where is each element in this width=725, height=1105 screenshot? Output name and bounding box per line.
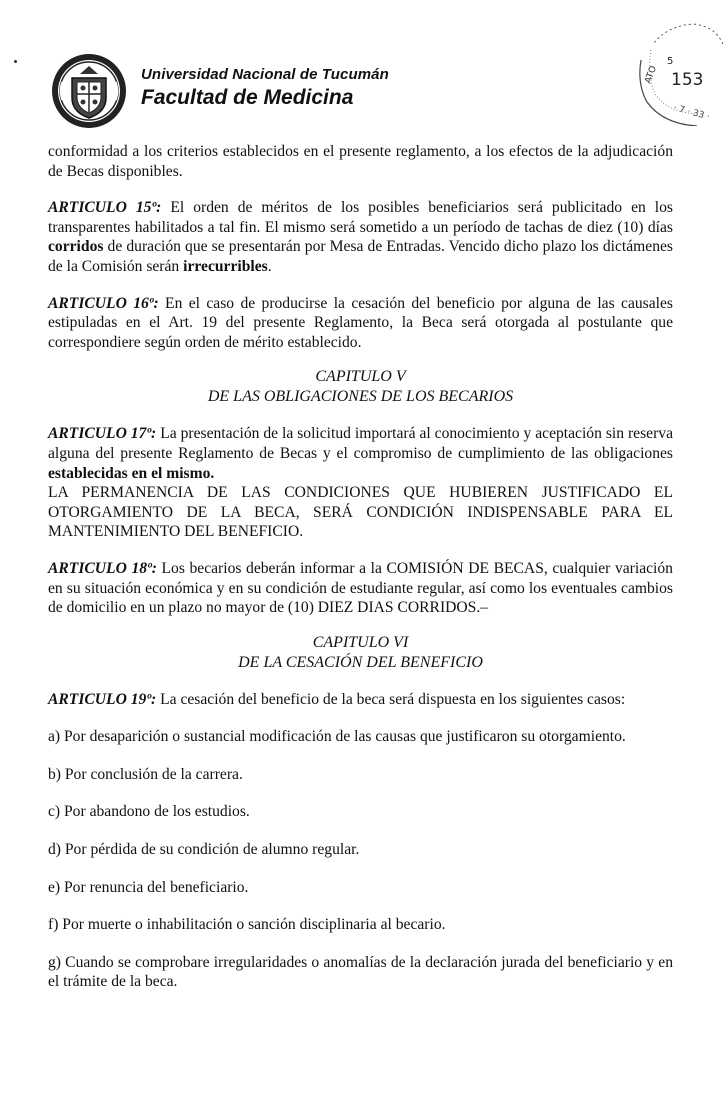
chapter-6-heading <box>48 633 673 673</box>
list-item: g) Cuando se comprobare irregularidades o anomalías de la declaración jurada del beneficiario y en el trámite de la beca. <box>48 953 673 991</box>
list-item: d) Por pérdida de su condición de alumno regular. <box>48 841 360 859</box>
list-item: b) Por conclusión de la carrera. <box>48 765 243 783</box>
article-17-label: ARTICULO 17º: <box>48 425 157 443</box>
list-item: f) Por muerte o inhabilitación o sanción disciplinaria al becario. <box>48 916 446 934</box>
article-19-label: ARTICULO 19º: <box>48 690 157 708</box>
article-16-text: En el caso de producirse la cesación del beneficio por alguna de las causales estipuladas en el Art. 19 del presente Reglamento, la Beca será otorgada al postulante que correspondiere según orden de mérito establecido. <box>48 294 673 351</box>
folio-number: 153 <box>671 70 704 90</box>
article-17 <box>48 424 673 483</box>
article-16-label: ARTICULO 16º: <box>48 294 159 312</box>
list-item: a) Por desaparición o sustancial modificación de las causas que justificaron su otorgamiento. <box>48 728 626 746</box>
stamp-small-number: 5 <box>667 56 674 67</box>
chapter-5-heading <box>48 367 673 407</box>
list-item: e) Por renuncia del beneficiario. <box>48 878 249 896</box>
folio-stamp-icon <box>627 14 725 126</box>
article-15-bold-2: irrecurribles <box>183 257 268 275</box>
scan-speck <box>14 60 17 63</box>
article-15-text-1: El orden de méritos de los posibles beneficiarios será publicitado en los transparentes habilitados a tal fin. El mismo será sometido a un período de tachas de diez (10) días <box>48 199 673 236</box>
intro-paragraph: conformidad a los criterios establecidos en el presente reglamento, a los efectos de la adjudicación de Becas disponibles. <box>48 143 673 180</box>
chapter-6-title: CAPITULO VI <box>312 633 409 651</box>
university-name: Universidad Nacional de Tucumán <box>141 66 389 83</box>
article-16 <box>48 294 673 353</box>
list-item: c) Por abandono de los estudios. <box>48 803 250 821</box>
article-17-text: La presentación de la solicitud importará al conocimiento y aceptación sin reserva alguna del presente Reglamento de Becas y el compromiso de cumplimiento de las obligaciones <box>48 425 673 462</box>
svg-text:· 7 · 33 ·: · 7 · 33 · <box>672 103 711 123</box>
chapter-5-subtitle: DE LAS OBLIGACIONES DE LOS BECARIOS <box>207 388 514 406</box>
article-17-uppercase-clause: LA PERMANENCIA DE LAS CONDICIONES QUE HUBIEREN JUSTIFICADO EL OTORGAMIENTO DE LA BECA, SERÁ CONDICIÓN INDISPENSABLE PARA EL MANTENIMIENTO DEL BENEFICIO. <box>48 484 673 541</box>
article-15-text-2: de duración que se presentarán por Mesa de Entradas. Vencido dicho plazo los dictámenes de la Comisión serán <box>48 238 673 275</box>
university-seal-icon <box>50 52 128 130</box>
chapter-6-subtitle: DE LA CESACIÓN DEL BENEFICIO <box>238 653 483 671</box>
article-19-text: La cesación del beneficio de la beca será dispuesta en los siguientes casos: <box>156 690 626 708</box>
article-18-text: Los becarios deberán informar a la COMISIÓN DE BECAS, cualquier variación en su situación económica y en su condición de estudiante regular, así como los eventuales cambios de domicilio en un plazo no mayor de (10) DIEZ DIAS CORRIDOS.– <box>48 559 673 617</box>
article-15-label: ARTICULO 15º: <box>48 199 162 217</box>
regulation-body <box>48 142 673 992</box>
chapter-5-title: CAPITULO V <box>315 368 406 386</box>
article-19 <box>48 690 673 710</box>
article-15-text-3: . <box>267 257 272 275</box>
article-15-bold-1: corridos <box>48 238 104 256</box>
article-18-label: ARTICULO 18º: <box>48 559 157 577</box>
faculty-name: Facultad de Medicina <box>141 86 354 109</box>
article-18 <box>48 559 673 618</box>
svg-text:ATO: ATO <box>643 64 659 86</box>
article-15 <box>48 198 673 276</box>
article-17-bold: establecidas en el mismo. <box>48 464 215 482</box>
